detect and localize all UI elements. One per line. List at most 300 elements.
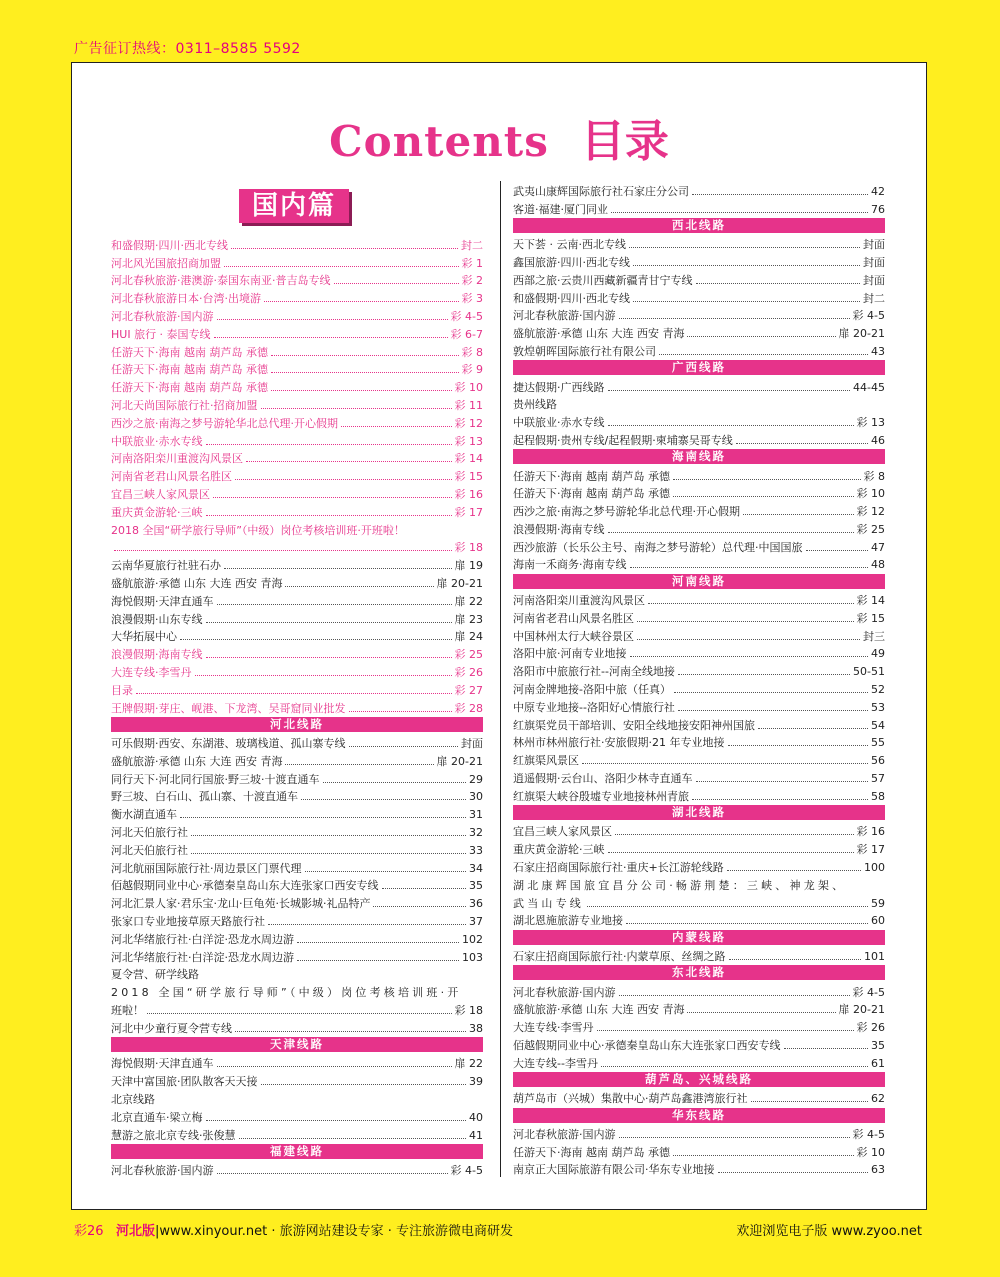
toc-entry[interactable] [513,181,885,199]
entry-page: 100 [864,861,885,874]
entry-title: 盛航旅游·承德 山东 大连 西安 青海 [513,327,685,341]
dot-leader [601,1066,868,1067]
entry-page: 封二 [863,291,885,305]
toc-entry[interactable] [513,1017,885,1035]
entry-title: 衡水湖直通车 [111,808,177,822]
dot-leader [784,1048,869,1049]
dot-leader [271,372,459,373]
toc-entry[interactable] [513,1053,885,1071]
section-header: 河南线路 [513,574,885,589]
entry-title: 起程假期·贵州专线/起程假期·柬埔寨吴哥专线 [513,433,733,447]
toc-entry[interactable] [513,839,885,857]
dot-leader [136,693,452,694]
entry-page: 彩 13 [454,434,483,448]
entry-page: 彩 26 [454,665,483,679]
toc-entry[interactable] [513,323,885,341]
entry-page: 31 [469,808,483,822]
dot-leader [696,283,861,284]
toc-entry[interactable] [111,449,483,467]
toc-entry[interactable] [111,413,483,431]
entry-title: 河北汇景人家·君乐宝·龙山·巨龟苑·长城影城·礼品特产 [111,897,371,911]
toc-entry[interactable] [513,234,885,252]
toc-entry[interactable] [513,252,885,270]
entry-page: 彩 6-7 [450,327,483,341]
entry-page: 扉 20-21 [436,576,483,590]
toc-entry[interactable] [513,484,885,502]
entry-page: 彩 4-5 [852,985,885,999]
section-header: 福建线路 [111,1144,483,1159]
entry-title: 任游天下·海南 越南 葫芦岛 承德 [513,1145,670,1159]
toc-entry[interactable] [111,804,483,822]
dot-leader [217,1173,448,1174]
entry-page: 彩 28 [454,701,483,715]
toc-entry[interactable] [513,1035,885,1053]
dot-leader [633,265,860,266]
entry-page: 彩 26 [856,1021,885,1035]
dot-leader [239,1138,467,1139]
toc-entry[interactable] [111,1018,483,1036]
entry-title: 盛航旅游·承德 山东 大连 西安 青海 [111,754,283,768]
entry-title: 客道·福建·厦门同业 [513,202,608,216]
dot-leader [673,479,861,480]
toc-entry[interactable] [111,1071,483,1089]
section-header: 西北线路 [513,218,885,233]
entry-page: 彩 10 [856,487,885,501]
dot-leader [217,319,448,320]
toc-entry[interactable] [111,342,483,360]
toc-entry[interactable] [111,751,483,769]
entry-page: 彩 4-5 [450,309,483,323]
entry-page: 102 [462,932,483,946]
dot-leader [629,247,860,248]
toc-entry[interactable] [111,609,483,627]
entry-title: 中联旅业·赤水专线 [111,434,203,448]
contents-page [71,62,927,1210]
toc-entry[interactable] [111,377,483,395]
section-header: 湖北线路 [513,805,885,820]
dot-leader [349,746,459,747]
dot-leader [195,675,452,676]
dot-leader [349,711,452,712]
toc-entry[interactable] [111,502,483,520]
toc-entry[interactable] [513,377,885,395]
entry-page: 彩 10 [454,381,483,395]
toc-entry[interactable] [513,1142,885,1160]
dot-leader [285,586,433,587]
entry-page: 61 [871,1056,885,1070]
entry-page: 42 [871,184,885,198]
entry-title: 任游天下·海南 越南 葫芦岛 承德 [111,363,268,377]
entry-title: 河南省老君山风景名胜区 [513,611,634,625]
entry-title: 中原专业地接--洛阳好心情旅行社 [513,700,675,714]
toc-entry[interactable] [513,1000,885,1018]
toc-entry[interactable] [513,430,885,448]
column-divider [500,181,501,1177]
toc-entry[interactable] [513,679,885,697]
dot-leader [687,1012,835,1013]
entry-page: 彩 8 [461,345,483,359]
toc-entry[interactable] [513,288,885,306]
toc-entry[interactable] [111,627,483,645]
entry-title: 目录 [111,683,133,697]
toc-entry[interactable] [111,644,483,662]
toc-entry[interactable] [111,1107,483,1125]
entry-page: 彩 10 [856,1145,885,1159]
toc-entry[interactable] [513,590,885,608]
toc-entry[interactable] [513,875,885,893]
entry-page: 59 [871,896,885,910]
entry-title: 任游天下·海南 越南 葫芦岛 承德 [513,487,670,501]
toc-entry[interactable] [513,466,885,484]
entry-title: 贵州线路 [513,398,557,412]
entry-page: 封面 [461,737,483,751]
dot-leader [619,995,850,996]
entry-page: 彩 11 [454,398,483,412]
entry-title: 南京正大国际旅游有限公司·华东专业地接 [513,1163,715,1177]
dot-leader [264,301,459,302]
toc-entry[interactable] [513,786,885,804]
section-header: 葫芦岛、兴城线路 [513,1072,885,1087]
entry-title: 河南省老君山风景名胜区 [111,470,232,484]
entry-title: 北京线路 [111,1093,155,1107]
entry-page: 52 [871,683,885,697]
toc-entry[interactable] [513,537,885,555]
entry-title: 河北风光国旅招商加盟 [111,256,221,270]
toc-entry[interactable] [111,965,483,983]
entry-page: 彩 27 [454,683,483,697]
entry-title: 大连专线·李雪丹 [111,665,192,679]
entry-page: 30 [469,790,483,804]
entry-page: 彩 25 [454,648,483,662]
dot-leader [806,550,869,551]
entry-title: 河南金牌地接-洛阳中旅（任真） [513,683,671,697]
entry-title: 西沙之旅·南海之梦号游轮华北总代理·开心假期 [513,505,740,519]
dot-leader [608,532,854,533]
entry-title: 西部之旅·云贵川西藏新疆青甘宁专线 [513,273,693,287]
toc-entry[interactable] [513,733,885,751]
entry-title: 王牌假期·芽庄、岘港、下龙湾、吴哥窟同业批发 [111,701,346,715]
dot-leader [630,656,869,657]
dot-leader [268,924,466,925]
entry-page: 32 [469,826,483,840]
dot-leader [582,763,868,764]
toc-entry[interactable] [513,555,885,573]
toc-entry[interactable] [111,840,483,858]
toc-entry[interactable] [111,288,483,306]
entry-page: 扉 20-21 [436,754,483,768]
toc-entry[interactable] [513,911,885,929]
toc-entry[interactable] [111,911,483,929]
toc-entry[interactable] [111,858,483,876]
dot-leader [608,852,854,853]
footer-site-text[interactable]: |www.xinyour.net · 旅游网站建设专家 · 专注旅游微电商研发 [154,1224,514,1239]
entry-title: 鑫国旅游·四川·西北专线 [513,255,630,269]
dot-leader [206,444,452,445]
dot-leader [341,426,452,427]
entry-title: 河北华绪旅行社·白洋淀·恐龙水周边游 [111,950,294,964]
dot-leader [728,745,869,746]
entry-title: 武夷山康辉国际旅行社石家庄分公司 [513,184,689,198]
toc-entry[interactable] [111,893,483,911]
toc-entry[interactable] [111,787,483,805]
entry-page: 封三 [863,629,885,643]
entry-title: 盛航旅游·承德 山东 大连 西安 青海 [111,576,283,590]
toc-entry[interactable] [513,661,885,679]
entry-page: 57 [871,772,885,786]
toc-entry[interactable] [513,644,885,662]
entry-page: 60 [871,914,885,928]
toc-entry[interactable] [111,253,483,271]
dot-leader [758,728,868,729]
toc-entry[interactable] [111,662,483,680]
dot-leader [373,906,466,907]
toc-entry[interactable] [513,395,885,413]
entry-page: 103 [462,950,483,964]
toc-entry[interactable] [111,395,483,413]
toc-entry[interactable] [111,1125,483,1143]
entry-title: 河北华绪旅行社·白洋淀·恐龙水周边游 [111,932,294,946]
entry-page: 扉 20-21 [838,1003,885,1017]
entry-page: 扉 23 [454,612,483,626]
dot-leader [206,622,452,623]
dot-leader [678,710,868,711]
entry-page: 44-45 [853,380,885,394]
dot-leader [261,1084,467,1085]
dot-leader [630,567,869,568]
dot-leader [301,799,466,800]
entry-title: 大华拓展中心 [111,630,177,644]
dot-leader [305,871,467,872]
toc-entry[interactable] [513,697,885,715]
footer-edition: 河北版 [115,1224,155,1239]
entry-title: 洛阳市中旅旅行社--河南全线地接 [513,665,675,679]
page-title [72,105,926,169]
entry-title: 红旗渠大峡谷殷墟专业地接林州青旅 [513,789,689,803]
entry-page: 扉 19 [454,559,483,573]
entry-title: 浪漫假期·海南专线 [513,522,605,536]
toc-entry[interactable] [513,893,885,911]
toc-entry[interactable] [111,929,483,947]
entry-title: 河北天尚国际旅行社·招商加盟 [111,398,258,412]
entry-page: 彩 18 [454,541,483,555]
dot-leader [217,1066,452,1067]
toc-entry[interactable] [513,341,885,359]
toc-entry[interactable] [111,538,483,556]
entry-title: 河北春秋旅游·国内游 [111,309,214,323]
entry-title: 任游天下·海南 越南 葫芦岛 承德 [513,469,670,483]
entry-page: 彩 3 [461,292,483,306]
entry-title: 海悦假期·天津直通车 [111,1057,214,1071]
toc-entry[interactable] [513,626,885,644]
toc-entry[interactable] [513,412,885,430]
dot-leader [297,942,459,943]
entry-page: 55 [871,736,885,750]
entry-title: 野三坡、白石山、孤山寨、十渡直通车 [111,790,298,804]
entry-title: 河北中少童行夏令营专线 [111,1021,232,1035]
dot-leader [217,604,452,605]
toc-entry[interactable] [111,306,483,324]
toc-entry[interactable] [111,591,483,609]
toc-entry[interactable] [513,501,885,519]
entry-title: 湖北康辉国旅宜昌分公司·畅游荆楚：三峡、神龙架、 [513,878,847,892]
footer-ebook-link[interactable]: 欢迎浏览电子版 www.zyoo.net [736,1224,922,1239]
entry-title: 大连专线·李雪丹 [513,1021,594,1035]
dot-leader [206,657,452,658]
dot-leader [224,568,452,569]
dot-leader [608,390,851,391]
dot-leader [334,283,459,284]
entry-title: 浪漫假期·山东专线 [111,612,203,626]
entry-page: 封二 [461,238,483,252]
toc-entry[interactable] [111,520,483,538]
toc-entry[interactable] [513,608,885,626]
entry-title: 张家口专业地接草原天路旅行社 [111,915,265,929]
entry-title: 2018 全国“研学旅行导师”（中级）岗位考核培训班·开班啦！ [111,523,405,537]
dot-leader [180,639,452,640]
entry-title: 西沙之旅·南海之梦号游轮华北总代理·开心假期 [111,416,338,430]
toc-entry[interactable] [111,484,483,502]
entry-title: 宜昌三峡人家风景区 [513,825,612,839]
toc-entry[interactable] [111,431,483,449]
entry-title: 河南洛阳栾川重渡沟风景区 [513,594,645,608]
toc-entry[interactable] [111,1160,483,1178]
toc-entry[interactable] [513,822,885,840]
entry-page: 彩 8 [863,469,885,483]
entry-page: 封面 [863,255,885,269]
toc-entry[interactable] [513,982,885,1000]
domestic-badge: 国内篇 [239,189,349,223]
toc-entry[interactable] [111,876,483,894]
toc-entry[interactable] [513,1124,885,1142]
toc-entry[interactable] [513,857,885,875]
dot-leader [597,1030,854,1031]
entry-page: 47 [871,540,885,554]
dot-leader [637,621,854,622]
entry-title: 北京直通车·梁立梅 [111,1110,203,1124]
entry-title: 河北春秋旅游·国内游 [513,1127,616,1141]
toc-entry[interactable] [513,715,885,733]
toc-entry[interactable] [513,519,885,537]
toc-entry[interactable] [111,982,483,1000]
entry-title: 浪漫假期·海南专线 [111,648,203,662]
entry-page: 58 [871,789,885,803]
entry-page: 彩 13 [856,416,885,430]
dot-leader [180,817,466,818]
entry-page: 彩 14 [856,594,885,608]
entry-page: 彩 4-5 [852,1127,885,1141]
toc-entry[interactable] [111,324,483,342]
entry-title: 海南一禾商务·海南专线 [513,558,627,572]
toc-entry[interactable] [111,360,483,378]
entry-page: 33 [469,843,483,857]
entry-title: 葫芦岛市（兴城）集散中心·葫芦岛鑫港湾旅行社 [513,1092,748,1106]
entry-page: 彩 12 [454,416,483,430]
toc-entry[interactable] [111,466,483,484]
toc-entry[interactable] [111,733,483,751]
dot-leader [633,301,860,302]
toc-entry[interactable] [513,750,885,768]
entry-page: 48 [871,558,885,572]
toc-entry[interactable] [111,555,483,573]
toc-entry[interactable] [111,947,483,965]
toc-entry[interactable] [111,1089,483,1107]
dot-leader [214,337,448,338]
entry-page: 彩 18 [454,1004,483,1018]
entry-title: 天津中富国旅·团队散客天天接 [111,1075,258,1089]
dot-leader [114,550,452,551]
entry-title: 2018 全国“研学旅行导师”（中级）岗位考核培训班·开 [111,986,462,1000]
entry-title: HUI 旅行 · 泰国专线 [111,327,211,341]
toc-entry[interactable] [111,235,483,253]
toc-entry[interactable] [111,680,483,698]
dot-leader [727,870,861,871]
dot-leader [619,318,850,319]
dot-leader [235,479,452,480]
toc-entry[interactable] [111,1054,483,1072]
entry-title: 佰越假期同业中心·承德秦皇岛山东大连张家口西安专线 [513,1038,781,1052]
toc-entry[interactable] [111,573,483,591]
toc-entry[interactable] [111,698,483,716]
dot-leader [587,906,868,907]
toc-entry[interactable] [513,199,885,217]
right-column [513,181,885,1177]
entry-title: 湖北恩施旅游专业地接 [513,914,623,928]
dot-leader [751,1101,869,1102]
section-header: 海南线路 [513,449,885,464]
entry-page: 彩 1 [461,256,483,270]
dot-leader [692,799,868,800]
entry-title: 任游天下·海南 越南 葫芦岛 承德 [111,381,268,395]
toc-entry[interactable] [513,1160,885,1178]
dot-leader [147,1013,452,1014]
dot-leader [235,1031,466,1032]
dot-leader [673,496,854,497]
toc-entry[interactable] [513,1089,885,1107]
entry-title: 捷达假期·广西线路 [513,380,605,394]
dot-leader [674,692,868,693]
toc-entry[interactable] [513,946,885,964]
entry-page: 彩 4-5 [450,1164,483,1178]
entry-title: 任游天下·海南 越南 葫芦岛 承德 [111,345,268,359]
dot-leader [678,674,850,675]
toc-entry[interactable] [111,769,483,787]
entry-page: 43 [871,344,885,358]
dot-leader [615,834,854,835]
entry-title: 西沙旅游（长乐公主号、南海之梦号游轮）总代理·中国国旅 [513,540,803,554]
left-column [111,235,483,1178]
entry-page: 29 [469,772,483,786]
toc-entry[interactable] [513,306,885,324]
entry-title: 中联旅业·赤水专线 [513,416,605,430]
hotline: 广告征订热线：0311–8585 5592 [74,41,301,57]
toc-entry[interactable] [513,270,885,288]
dot-leader [271,390,452,391]
entry-page: 46 [871,433,885,447]
dot-leader [637,639,860,640]
dot-leader [718,1172,869,1173]
toc-entry[interactable] [111,271,483,289]
dot-leader [673,1155,854,1156]
entry-page: 37 [469,915,483,929]
entry-title: 可乐假期·西安、东湖港、玻璃栈道、孤山寨专线 [111,737,346,751]
toc-entry[interactable] [111,822,483,840]
footer-page-number: 彩26 [74,1224,104,1239]
toc-entry[interactable] [111,1000,483,1018]
toc-entry[interactable] [513,768,885,786]
entry-page: 40 [469,1110,483,1124]
entry-page: 彩 16 [856,825,885,839]
entry-title: 大连专线--李雪丹 [513,1056,598,1070]
